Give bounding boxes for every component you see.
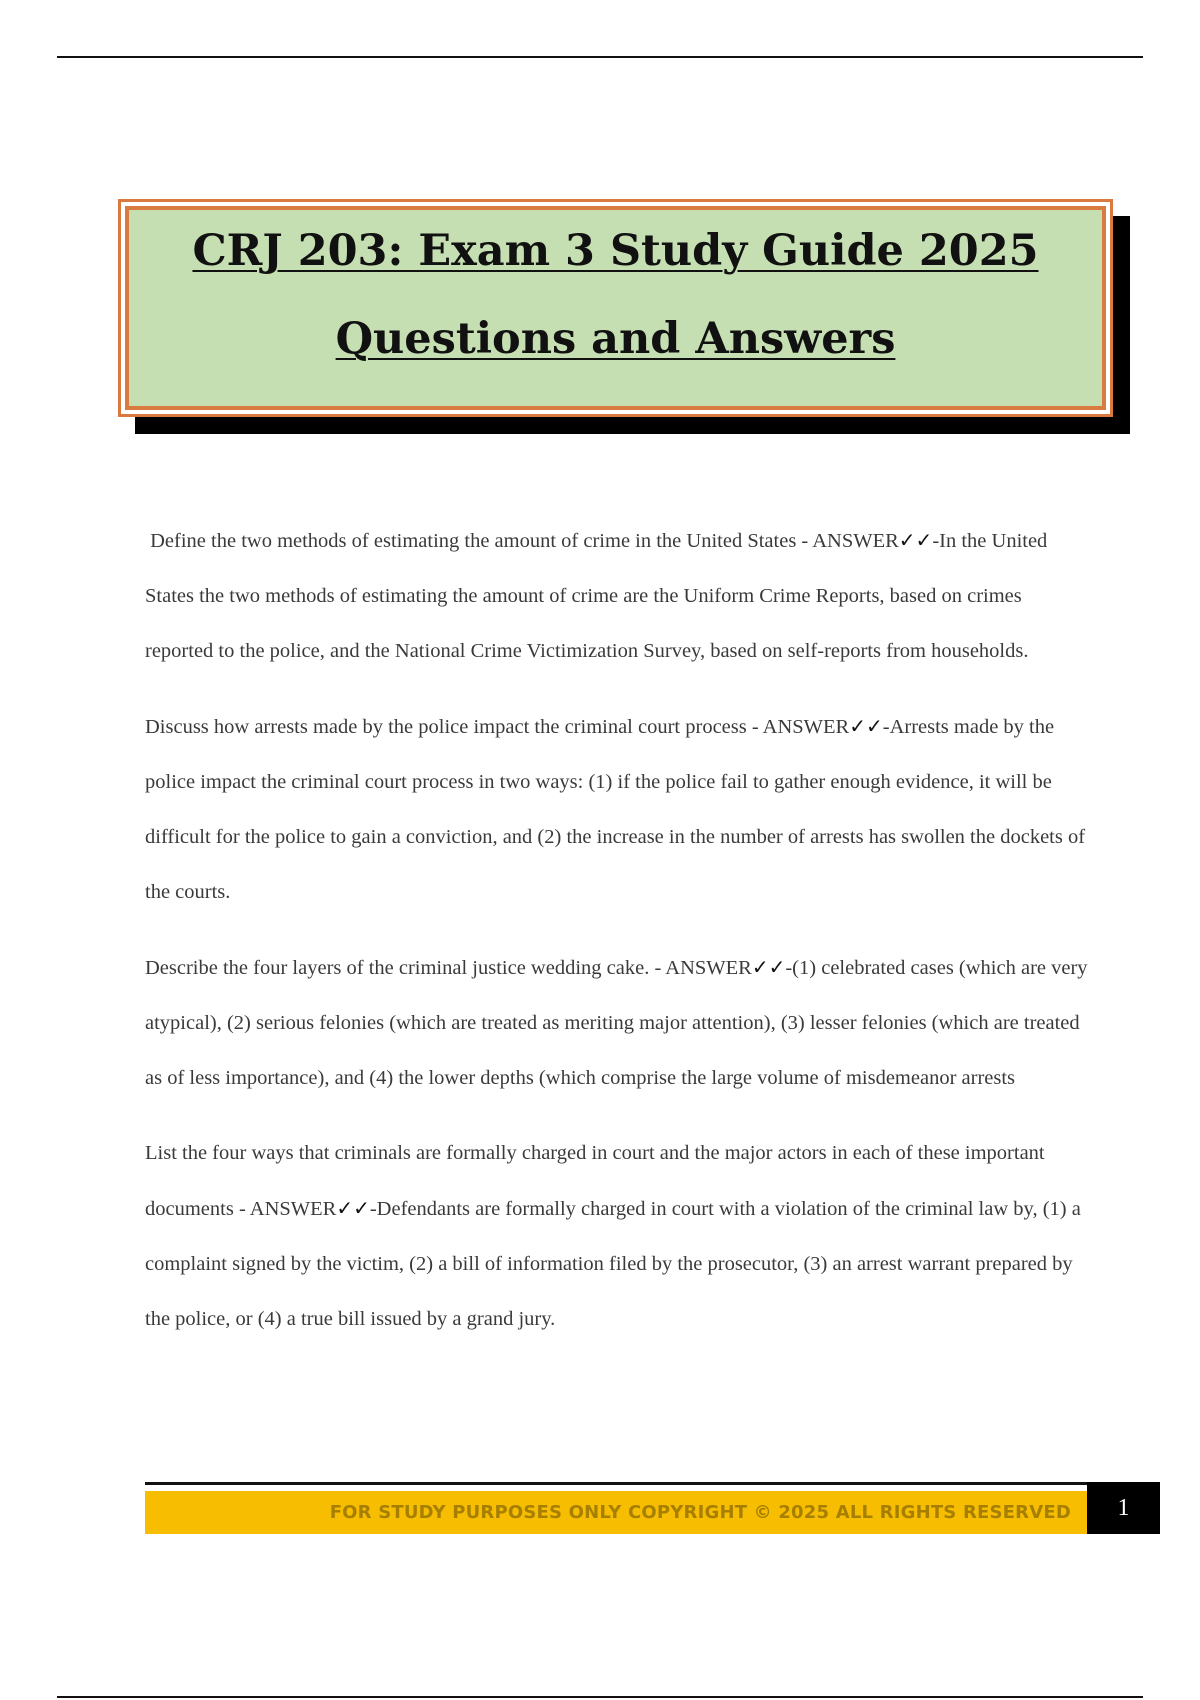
question-text: List the four ways that criminals are formally charged in court and the major actors in each of these important documents - ANSWER — [145, 1142, 1045, 1220]
qa-content — [145, 513, 1090, 1367]
qa-item-2 — [145, 699, 1090, 920]
title-banner-box — [118, 199, 1113, 417]
answer-text: -In the United States the two methods of estimating the amount of crime are the Uniform Crime Reports, based on crimes reported to the police, and the National Crime Victimization Survey, based on self-reports from households. — [145, 530, 1048, 662]
top-rule — [57, 56, 1143, 58]
check-icon: ✓✓ — [336, 1196, 370, 1220]
question-text: Discuss how arrests made by the police impact the criminal court process - ANSWER — [145, 716, 850, 738]
question-text: Define the two methods of estimating the amount of crime in the United States - ANSWER — [150, 530, 899, 552]
footer-rule — [145, 1482, 1087, 1485]
answer-text: -Arrests made by the police impact the criminal court process in two ways: (1) if the police fail to gather enough evidence, it will be difficult for the police to gain a conviction, and (2) the increase in the number of arrests has swollen the dockets of the courts. — [145, 716, 1086, 903]
qa-item-3 — [145, 940, 1090, 1106]
question-text: Describe the four layers of the criminal justice wedding cake. - ANSWER — [145, 957, 752, 979]
title-banner — [118, 199, 1113, 417]
check-icon: ✓✓ — [751, 955, 786, 979]
qa-item-4 — [145, 1126, 1090, 1347]
answer-text: -Defendants are formally charged in court with a violation of the criminal law by, (1) a complaint signed by the victim, (2) a bill of information filed by the prosecutor, (3) an arrest warrant prepared by the police, or (4) a true bill issued by a grand jury. — [145, 1198, 1081, 1330]
qa-item-1 — [145, 513, 1090, 679]
footer-bar — [145, 1491, 1087, 1534]
check-icon: ✓✓ — [849, 714, 883, 738]
bottom-rule — [57, 1696, 1143, 1698]
document-subtitle: Questions and Answers — [335, 314, 896, 364]
check-icon: ✓✓ — [898, 528, 933, 552]
footer-copyright: FOR STUDY PURPOSES ONLY COPYRIGHT © 2025 ALL RIGHTS RESERVED — [329, 1502, 1071, 1523]
document-title: CRJ 203: Exam 3 Study Guide 2025 — [192, 226, 1039, 276]
answer-text: -(1) celebrated cases (which are very atypical), (2) serious felonies (which are treated as meriting major attention), (3) lesser felonies (which are treated as of less importance), and (4) the lower depths (which comprise the large volume of misdemeanor arrests — [145, 957, 1088, 1089]
page-number: 1 — [1087, 1482, 1160, 1534]
